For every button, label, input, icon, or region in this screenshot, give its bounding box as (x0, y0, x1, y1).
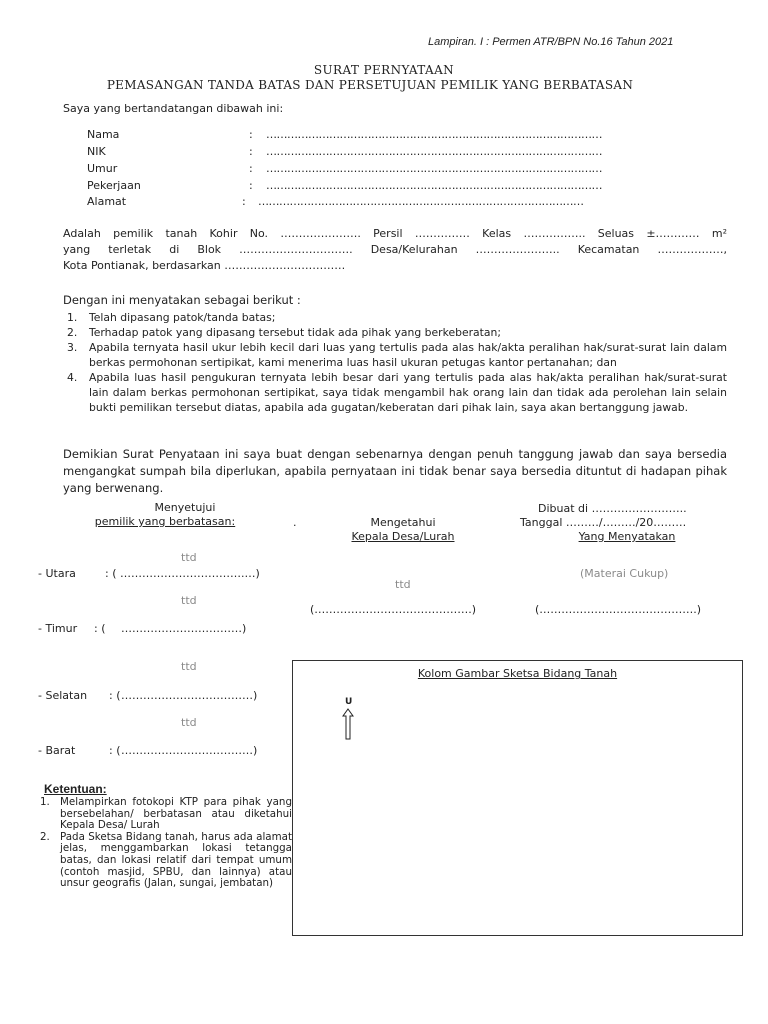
acknowledged-heading: Mengetahui (370, 516, 436, 529)
field-colon: : (249, 162, 253, 175)
village-head-heading: Kepala Desa/Lurah (351, 530, 455, 543)
north-label: U (345, 697, 353, 707)
dot-mark: . (293, 516, 297, 529)
field-label-nama: Nama (87, 128, 120, 141)
neighbor-signature-selatan: ttd (181, 660, 197, 673)
field-colon: : (249, 179, 253, 192)
list-text: Terhadap patok yang dipasang tersebut tidak ada pihak yang berkeberatan; (89, 326, 501, 339)
list-text: Apabila luas hasil pengukuran ternyata lebih besar dari yang tertulis pada alas hak/akta peralihan hak/surat-surat lain dalam berkas permohonan sertipikat, saya tidak mengambil hak orang lain dan tidak ada perolehan lain selain bukti pemilikan tersebut diatas, apabila ada gugatan/keberatan dari pihak lain, saya akan bertanggung jawab. (89, 371, 727, 414)
approval-heading: Menyetujui (154, 501, 216, 514)
statement-list (63, 310, 727, 415)
neighbor-label-utara: - Utara (38, 567, 76, 580)
neighbors-heading: pemilik yang berbatasan: (94, 515, 236, 528)
neighbor-separator: : ( (109, 689, 121, 702)
list-text: Pada Sketsa Bidang tanah, harus ada alamat jelas, menggambarkan lokasi tetangga batas, dan lokasi relatif dari tempat umum (contoh masjid, SPBU, dan lainnya) atau unsur geografis (Jalan, sungai, jembatan) (60, 830, 292, 890)
field-label-pekerjaan: Pekerjaan (87, 179, 141, 192)
field-label-alamat: Alamat (87, 195, 127, 208)
list-text: Telah dipasang patok/tanda batas; (89, 311, 276, 324)
stamp-duty-placeholder: (Materai Cukup) (580, 567, 669, 580)
list-item (63, 325, 727, 340)
list-number: 1. (40, 796, 50, 808)
neighbor-blank-utara[interactable]: …………………………….…) (120, 567, 260, 580)
field-colon: : (242, 195, 246, 208)
list-number: 1. (67, 311, 78, 324)
neighbor-blank-selatan[interactable]: ………………………………) (121, 689, 258, 702)
place-made: Dibuat di …………………….. (538, 502, 687, 515)
field-blank-umur[interactable]: …………………………………………………………………………………… (266, 162, 602, 175)
neighbor-signature-timur: ttd (181, 594, 197, 607)
list-item (63, 310, 727, 325)
field-blank-alamat[interactable]: ………………………………………………………………………………… (258, 195, 584, 208)
neighbor-blank-barat[interactable]: ………………………………) (121, 744, 258, 757)
sketch-box[interactable] (292, 660, 743, 936)
land-paragraph-line-1: Adalah pemilik tanah Kohir No. …………………. Persil …………… Kelas …………….. Seluas ±………… m² (63, 227, 727, 240)
field-blank-nik[interactable]: …………………………………………………………………………………… (266, 145, 602, 158)
village-head-name-blank[interactable]: (…………………………………….) (310, 603, 477, 616)
list-text: Apabila ternyata hasil ukur lebih kecil dari luas yang tertulis pada alas hak/akta peralihan hak/surat-surat lain dalam berkas permohonan sertipikat, kami menerima luas hasil ukuran petugas kantor pertanahan; dan (89, 341, 727, 369)
provisions-list (40, 797, 292, 890)
field-blank-pekerjaan[interactable]: …………………………………………………………………………………… (266, 179, 602, 192)
list-number: 4. (67, 371, 78, 384)
attachment-reference: Lampiran. I : Permen ATR/BPN No.16 Tahun 2021 (428, 36, 674, 48)
closing-paragraph: Demikian Surat Penyataan ini saya buat dengan sebenarnya dengan penuh tanggung jawab dan saya bersedia mengangkat sumpah bila diperlukan, apabila pernyataan ini tidak benar saya bersedia dituntut di hadapan pihak yang berwenang. (63, 447, 727, 495)
neighbor-label-selatan: - Selatan (38, 689, 88, 702)
village-head-signature: ttd (395, 578, 411, 591)
list-item (40, 797, 292, 832)
declarant-heading: Yang Menyatakan (578, 530, 676, 543)
field-label-nik: NIK (87, 145, 106, 158)
statement-heading: Dengan ini menyatakan sebagai berikut : (63, 293, 301, 307)
neighbor-signature-utara: ttd (181, 551, 197, 564)
field-blank-nama[interactable]: …………………………………………………………………………………… (266, 128, 602, 141)
north-arrow-icon (341, 708, 355, 740)
document-subtitle: PEMASANGAN TANDA BATAS DAN PERSETUJUAN PEMILIK YANG BERBATASAN (106, 78, 634, 92)
provisions-heading: Ketentuan: (44, 782, 107, 796)
sketch-title: Kolom Gambar Sketsa Bidang Tanah (417, 667, 618, 680)
list-item (40, 832, 292, 890)
land-paragraph-line-3: Kota Pontianak, berdasarkan …………………………… (63, 259, 346, 272)
field-colon: : (249, 145, 253, 158)
field-colon: : (249, 128, 253, 141)
document-title: SURAT PERNYATAAN (313, 63, 455, 77)
field-label-umur: Umur (87, 162, 118, 175)
neighbor-label-barat: - Barat (38, 744, 76, 757)
neighbor-signature-barat: ttd (181, 716, 197, 729)
list-number: 2. (40, 830, 50, 843)
neighbor-blank-timur[interactable]: ……………………………) (121, 622, 247, 635)
list-number: 2. (67, 326, 78, 339)
declarant-name-blank[interactable]: (…………………………………….) (535, 603, 702, 616)
list-text: Melampirkan fotokopi KTP para pihak yang bersebelahan/ berbatasan atau diketahui Kepala Desa/ Lurah (60, 796, 292, 832)
date-made: Tanggal ………/………/20……… (520, 516, 687, 529)
list-item (63, 340, 727, 370)
land-paragraph-line-2: yang terletak di Blok …………………………. Desa/Kelurahan ………………….. Kecamatan ………………, (63, 243, 727, 256)
neighbor-separator: : ( (105, 567, 117, 580)
list-item (63, 370, 727, 415)
neighbor-label-timur: - Timur (38, 622, 78, 635)
list-number: 3. (67, 341, 78, 354)
neighbor-separator: : ( (109, 744, 121, 757)
neighbor-separator: : ( (94, 622, 106, 635)
intro-text: Saya yang bertandatangan dibawah ini: (63, 102, 284, 115)
